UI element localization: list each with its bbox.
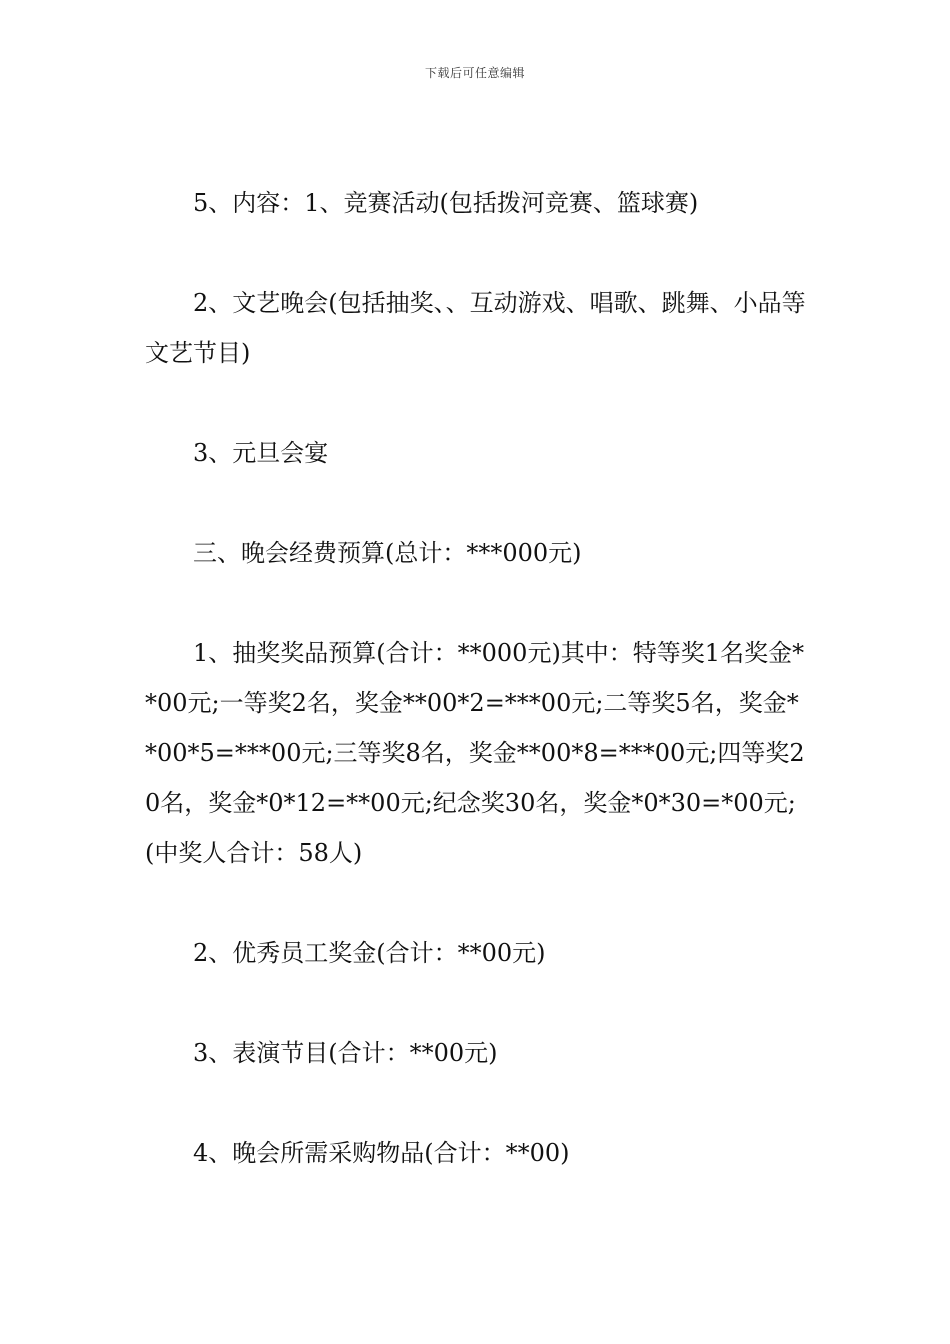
page-header: 下载后可任意编辑 <box>424 66 525 80</box>
paragraph-purchases-budget: 4、晚会所需采购物品(合计：**00) <box>193 1139 570 1167</box>
paragraph-lottery-budget: 1、抽奖奖品预算(合计：**000元)其中：特等奖1名奖金**00元;一等奖2名，奖金**00*2=***00元;二等奖5名，奖金**00*5=***00元;三等奖8名，奖金**00*8=***00元;四等奖20名，奖金*0*12=**00元;纪念奖30名，奖金*0*30=*00元;(中奖人合计：58人) <box>145 639 805 867</box>
paragraph-performance-budget: 3、表演节目(合计：**00元) <box>193 1039 498 1067</box>
paragraph-banquet: 3、元旦会宴 <box>193 439 329 467</box>
section-heading-budget: 三、晚会经费预算(总计：***000元) <box>193 539 582 567</box>
paragraph-employee-bonus: 2、优秀员工奖金(合计：**00元) <box>193 939 546 967</box>
document-body <box>145 178 810 1178</box>
paragraph-gala-program: 2、文艺晚会(包括抽奖、、互动游戏、唱歌、跳舞、小品等文艺节目) <box>145 289 806 367</box>
paragraph-content-items: 5、内容：1、竞赛活动(包括拨河竞赛、篮球赛) <box>193 189 699 217</box>
